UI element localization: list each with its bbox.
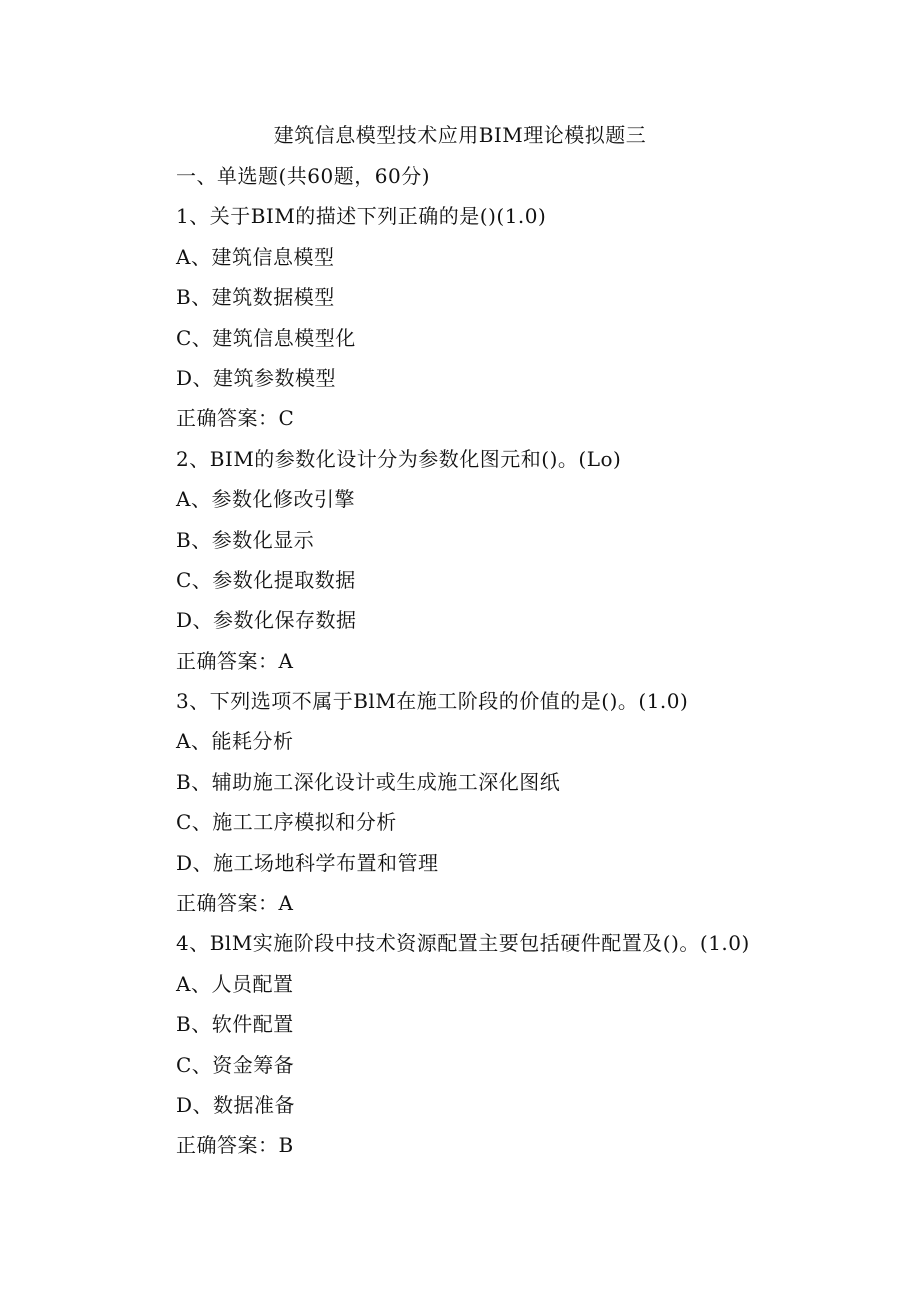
option-b: B、辅助施工深化设计或生成施工深化图纸: [176, 769, 561, 794]
option-d: D、施工场地科学布置和管理: [176, 850, 439, 875]
option-a: A、人员配置: [176, 971, 294, 996]
option-b: B、软件配置: [176, 1012, 294, 1037]
correct-answer: 正确答案：C: [176, 406, 295, 431]
option-a: A、能耗分析: [176, 729, 294, 754]
question-stem: 1、关于BIM的描述下列正确的是()(1.0): [176, 204, 547, 229]
option-a: A、建筑信息模型: [176, 244, 335, 269]
document-body: [176, 161, 876, 1171]
option-a: A、参数化修改引擎: [176, 487, 355, 512]
option-b: B、参数化显示: [176, 527, 315, 552]
option-d: D、建筑参数模型: [176, 365, 337, 390]
section-heading: 一、单选题(共60题，60分): [176, 164, 431, 188]
correct-answer: 正确答案：A: [176, 648, 294, 673]
option-c: C、建筑信息模型化: [176, 325, 356, 350]
correct-answer: 正确答案：B: [176, 1133, 294, 1158]
document-title: 建筑信息模型技术应用BIM理论模拟题三: [273, 123, 647, 147]
question-stem: 2、BIM的参数化设计分为参数化图元和()。(Lo): [176, 446, 622, 471]
question-stem: 4、BlM实施阶段中技术资源配置主要包括硬件配置及()。(1.0): [176, 931, 750, 956]
correct-answer: 正确答案：A: [176, 891, 294, 916]
option-c: C、资金筹备: [176, 1052, 295, 1077]
option-b: B、建筑数据模型: [176, 285, 335, 310]
option-d: D、参数化保存数据: [176, 608, 357, 633]
option-c: C、施工工序模拟和分析: [176, 810, 397, 835]
option-c: C、参数化提取数据: [176, 567, 356, 592]
option-d: D、数据准备: [176, 1092, 296, 1117]
question-stem: 3、下列选项不属于BlM在施工阶段的价值的是()。(1.0): [176, 689, 689, 714]
